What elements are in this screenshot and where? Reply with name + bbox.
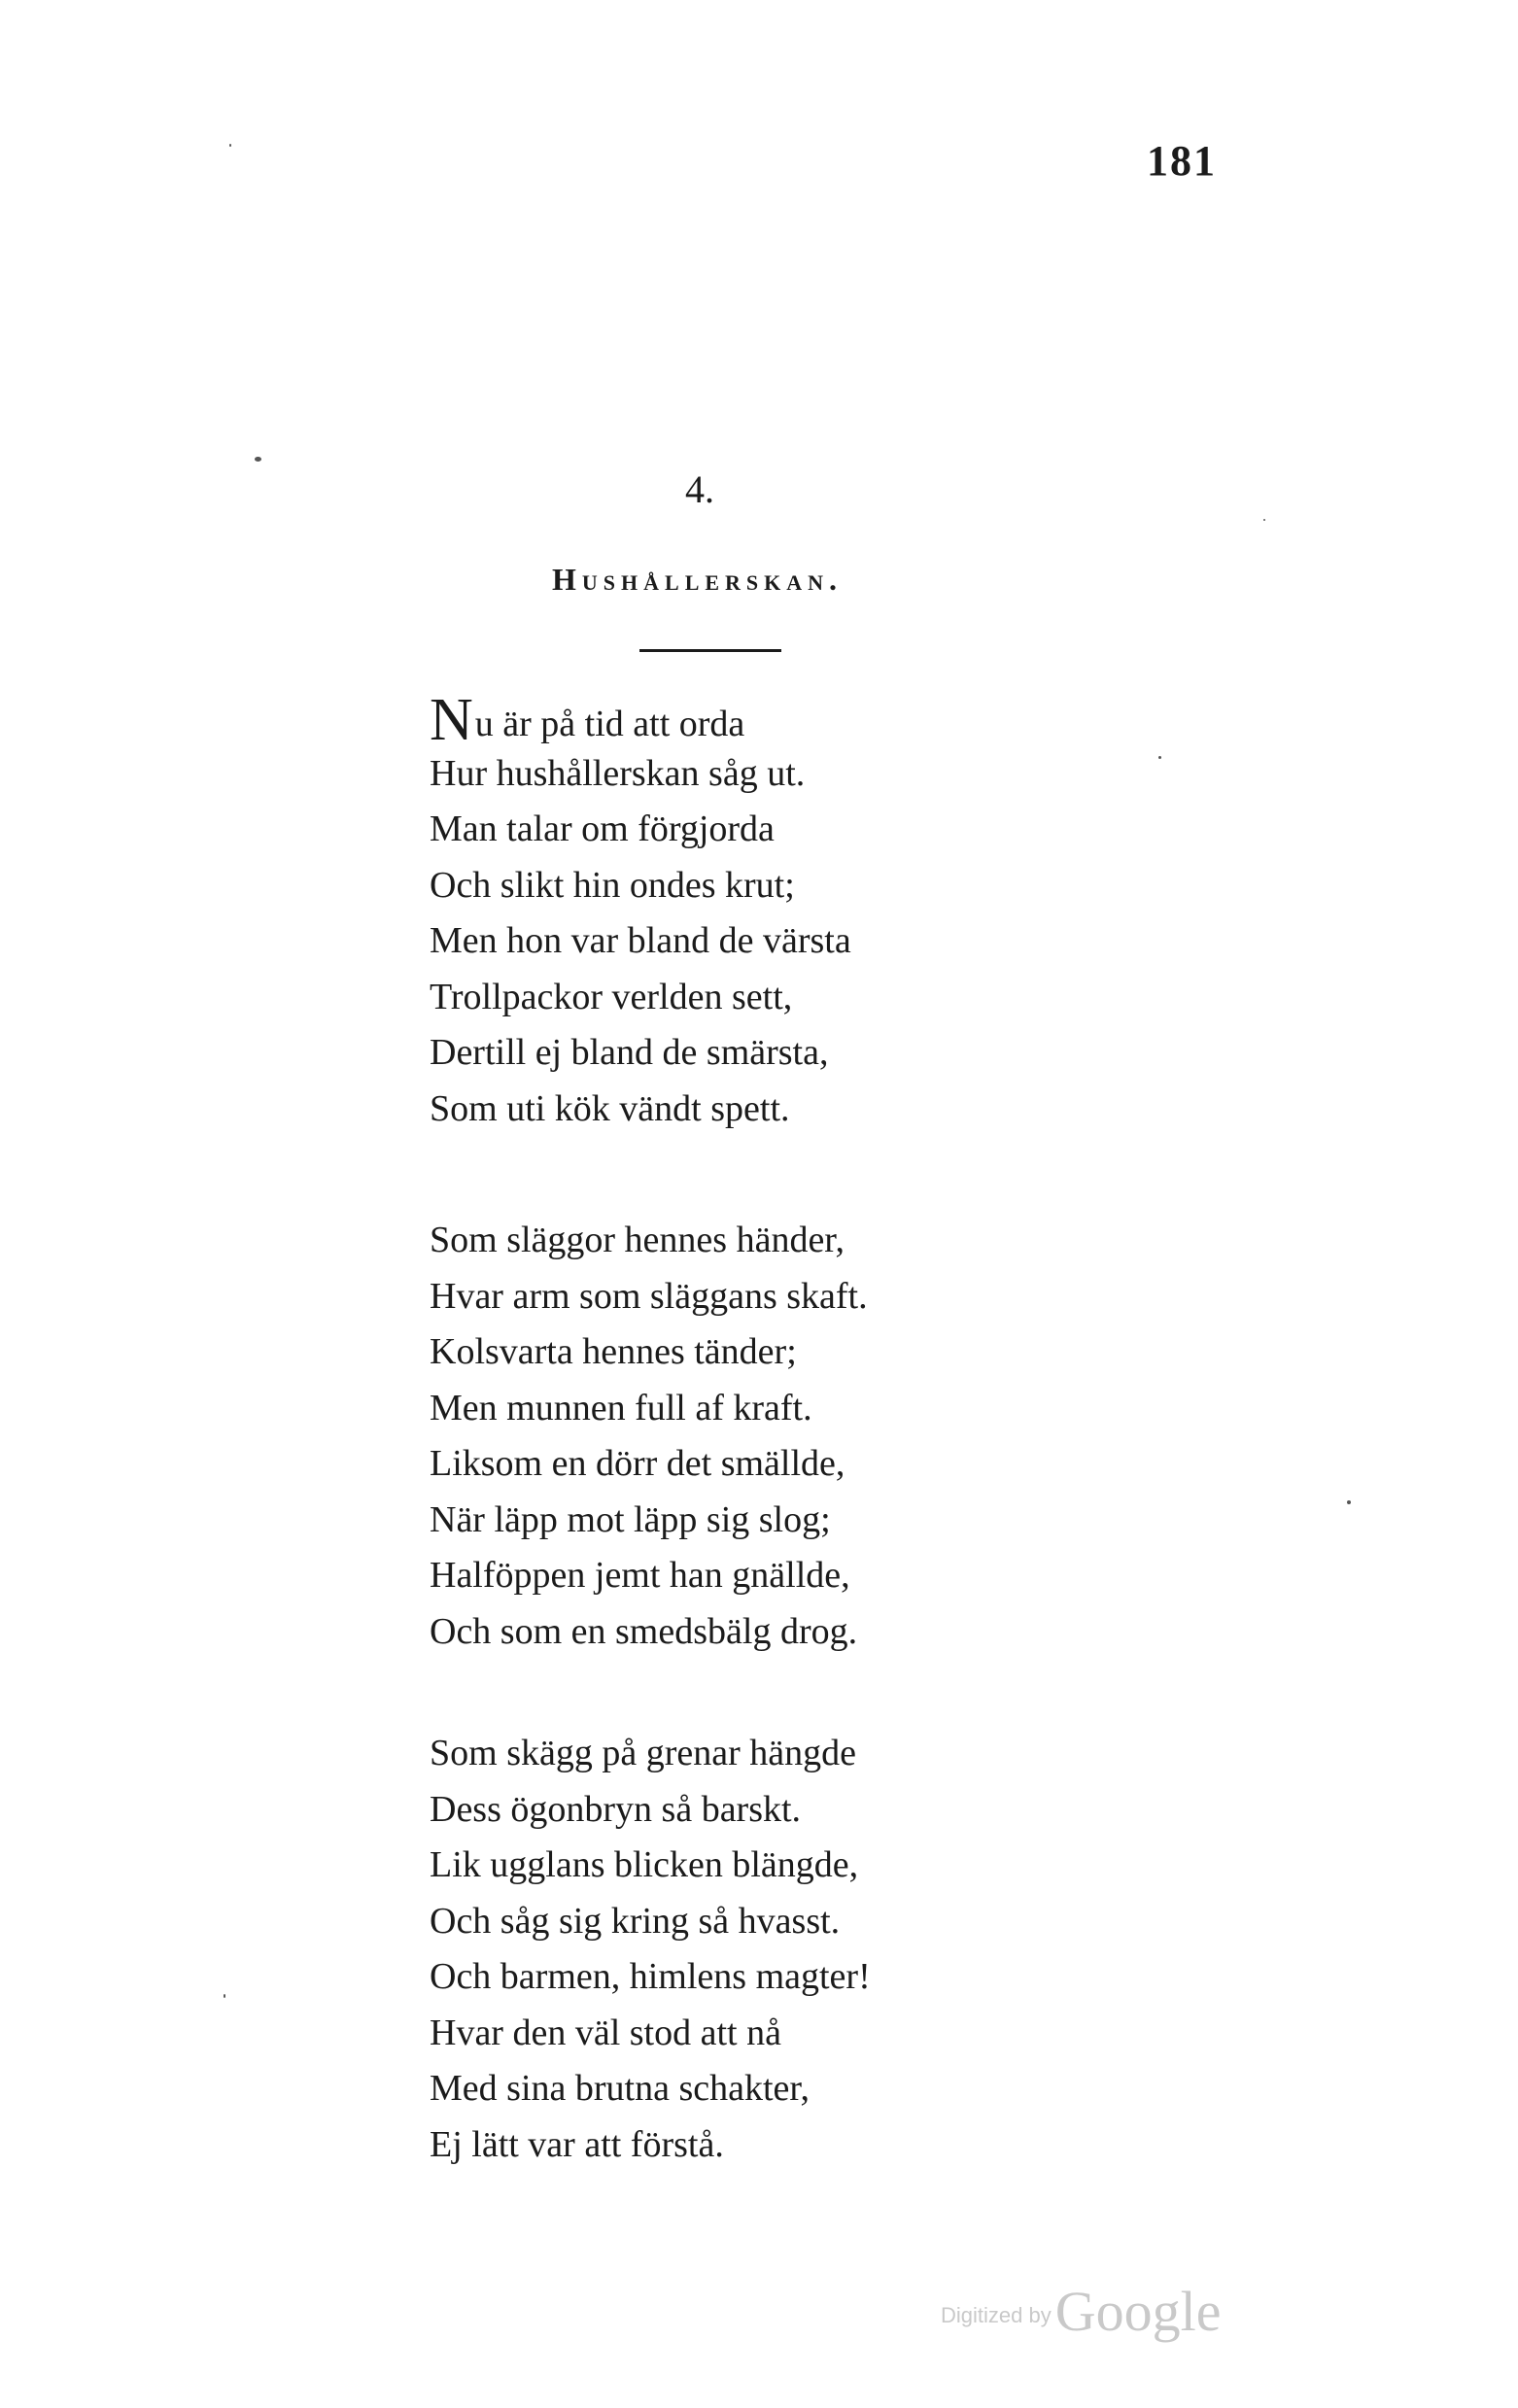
stanza-2: [430, 1213, 1110, 1660]
poem-line: Hur hushållerskan såg ut.: [430, 752, 806, 794]
poem-line: Och slikt hin ondes krut;: [430, 864, 795, 906]
poem-line: Men munnen full af kraft.: [430, 1387, 812, 1428]
watermark-brand: Google: [1054, 2280, 1222, 2343]
poem-line: Hvar den väl stod att nå: [430, 2012, 781, 2053]
poem-line: Kolsvarta hennes tänder;: [430, 1331, 797, 1372]
poem-line: Ej lätt var att förstå.: [430, 2123, 724, 2165]
poem-line: Och såg sig kring så hvasst.: [430, 1900, 841, 1942]
poem-line: Och barmen, himlens magter!: [430, 1956, 871, 1997]
poem-line: Som skägg på grenar hängde: [430, 1733, 856, 1773]
poem-line: Lik ugglans blicken blängde,: [430, 1844, 859, 1885]
poem-line: Man talar om förgjorda: [430, 808, 775, 849]
scan-speck: [1158, 756, 1161, 759]
scan-speck: [1347, 1500, 1351, 1504]
stanza-3: [430, 1726, 1110, 2173]
digitized-watermark: [941, 2279, 1221, 2344]
title-rule: [639, 649, 781, 652]
poem-line: Med sina brutna schakter,: [430, 2068, 811, 2109]
poem-line: Som uti kök vändt spett.: [430, 1087, 790, 1129]
poem-line: Som släggor hennes händer,: [430, 1220, 845, 1260]
poem-line: Trollpackor verlden sett,: [430, 976, 793, 1017]
scan-speck: [1263, 519, 1265, 521]
poem-line: Och som en smedsbälg drog.: [430, 1610, 858, 1652]
poem-title: Hushållerskan.: [552, 562, 844, 597]
scan-speck: [224, 1994, 225, 1998]
poem-line: Hvar arm som släggans skaft.: [430, 1275, 868, 1317]
poem-line: Dertill ej bland de smärsta,: [430, 1032, 829, 1073]
stanza-1: [430, 687, 1110, 1137]
poem-line: Liksom en dörr det smällde,: [430, 1443, 845, 1484]
poem-line: Men hon var bland de värsta: [430, 920, 851, 961]
poem-line: Nu är på tid att orda: [430, 687, 745, 753]
drop-cap: N: [430, 687, 473, 753]
poem-line: Halföppen jemt han gnällde,: [430, 1555, 850, 1596]
poem-line: När läpp mot läpp sig slog;: [430, 1498, 831, 1540]
poem-number: 4.: [685, 467, 714, 511]
watermark-prefix: Digitized by: [941, 2303, 1052, 2327]
scan-speck: [255, 457, 261, 462]
scan-speck: [229, 144, 231, 147]
poem-line: Dess ögonbryn så barskt.: [430, 1788, 802, 1830]
page-number: 181: [1147, 137, 1217, 185]
